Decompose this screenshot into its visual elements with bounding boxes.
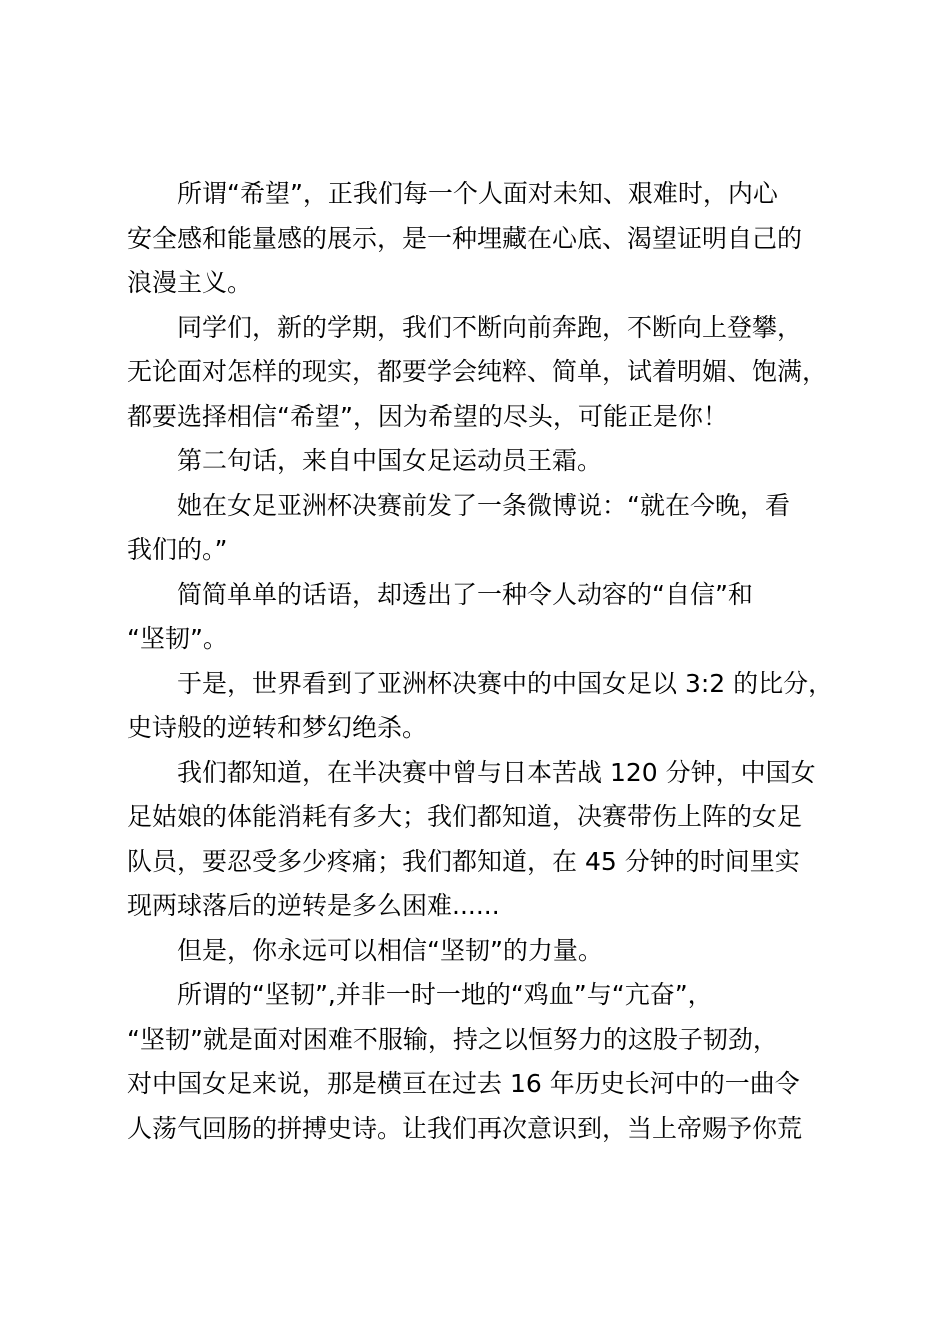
text-line: 所谓的“坚韧”,并非一时一地的“鸡血”与“亢奋”， — [177, 980, 713, 1009]
text-line: 安全感和能量感的展示，是一种埋藏在心底、渴望证明自己的 — [127, 223, 803, 253]
paragraph-1 — [127, 172, 837, 306]
paragraph-6 — [127, 662, 837, 751]
text-line: 于是，世界看到了亚洲杯决赛中的中国女足以 3:2 的比分， — [177, 668, 834, 698]
paragraph-2 — [127, 306, 837, 440]
text-line: 第二句话，来自中国女足运动员王霜。 — [177, 446, 603, 475]
text-line: 所谓“希望”，正我们每一个人面对未知、艰难时，内心 — [177, 179, 778, 208]
text-line: 都要选择相信“希望”，因为希望的尽头，可能正是你！ — [127, 401, 728, 431]
paragraph-5 — [127, 573, 837, 662]
text-line: “坚韧”就是面对困难不服输，持之以恒努力的这股子韧劲， — [127, 1024, 778, 1054]
text-line: 简简单单的话语，却透出了一种令人动容的“自信”和 — [177, 579, 753, 609]
text-line: 她在女足亚洲杯决赛前发了一条微博说：“就在今晚，看 — [177, 490, 790, 520]
text-line: 无论面对怎样的现实，都要学会纯粹、简单，试着明媚、饱满， — [127, 357, 828, 386]
text-line: 我们都知道，在半决赛中曾与日本苦战 120 分钟，中国女 — [177, 757, 816, 787]
text-line: 同学们，新的学期，我们不断向前奔跑，不断向上登攀， — [177, 312, 803, 342]
paragraph-8 — [127, 929, 837, 974]
paragraph-7 — [127, 751, 837, 929]
text-line: 浪漫主义。 — [127, 268, 253, 297]
paragraph-9 — [127, 973, 837, 1151]
text-line: 但是，你永远可以相信“坚韧”的力量。 — [177, 935, 603, 965]
text-line: 足姑娘的体能消耗有多大；我们都知道，决赛带伤上阵的女足 — [127, 802, 803, 831]
text-line: 史诗般的逆转和梦幻绝杀。 — [127, 713, 428, 742]
text-line: “坚韧”。 — [127, 624, 228, 653]
text-line: 对中国女足来说，那是横亘在过去 16 年历史长河中的一曲令 — [127, 1069, 800, 1098]
body-text — [127, 172, 837, 1151]
text-line: 人荡气回肠的拼搏史诗。让我们再次意识到，当上帝赐予你荒 — [127, 1113, 803, 1143]
text-line: 队员，要忍受多少疼痛；我们都知道，在 45 分钟的时间里实 — [127, 846, 800, 876]
paragraph-3 — [127, 439, 837, 484]
paragraph-4 — [127, 484, 837, 573]
text-line: 现两球落后的逆转是多么困难...... — [127, 891, 500, 920]
text-line: 我们的。” — [127, 535, 228, 564]
